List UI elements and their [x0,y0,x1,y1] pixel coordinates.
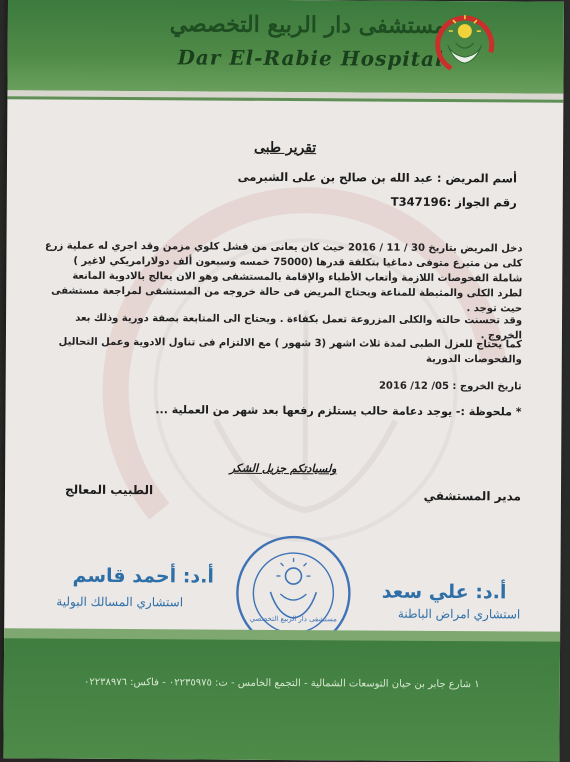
footer-band [3,638,560,761]
report-page [3,0,564,762]
report-paragraph-condition: وقد تحسنت حالته والكلى المزروعة تعمل بكفاءة . ويحتاج الى المتابعة بصفة دورية وذلك بعد الخروج . [44,311,522,344]
urology-consultant-title: استشاري المسالك البولية [56,595,183,610]
patient-name-line: أسم المريض : عبد الله بن صالح بن على الشبرمى [47,169,517,186]
hospital-name-english: Dar El-Rabie Hospital [177,45,443,71]
note-line: * ملحوظة :- يوجد دعامة حالب يستلزم رفعها بعد شهر من العملية ... [43,403,521,419]
report-title: تقرير طبى [7,138,563,157]
passport-number-line: رقم الجواز :T347196 [47,193,517,210]
urology-consultant-name: أ.د: أحمد قاسم [72,565,214,588]
hospital-logo-icon [433,11,495,83]
internal-medicine-consultant-title: استشاري امراض الباطنة [398,607,520,622]
discharge-date-line: تاريخ الخروج : 05/ 12/ 2016 [44,377,522,395]
hospital-director-label: مدير المستشفي [424,489,521,504]
internal-medicine-consultant-name: أ.د: علي سعد [382,581,507,604]
seal-text: مستشفى دار الربيع التخصصي [248,615,338,624]
footer-address: ١ شارع جابر بن حيان التوسعات الشمالية - التجمع الخامس - ت: ٠٢٢٣٥٩٧٥ - فاكس: ٠٢٢٣٨٩٧٦ [24,676,540,690]
treating-physician-label: الطبيب المعالج [65,483,153,498]
report-paragraph-admission: دخل المريض بتاريخ 30 / 11 / 2016 حيث كان يعانى من فشل كلوي مزمن وقد اجري له عملية زرع كلى من متبرع متوفى دماغيا بتكلفة قدرها (75000 خمسه وسبعون ألف دولارامريكي لاغير ) شاملة الفحوصات اللازمة وأتعاب الأطباء والإقامة بالمستشفى وهو الان يعالج بالادوية المانعة لطرد الكلى والمثبطة للمناعة ويحتاج المريض فى حالة خروجه من المستشفى لمراجعة مستشفى حيث توجد . [44,239,522,317]
hospital-name-arabic: مستشفى دار الربيع التخصصي [170,11,446,39]
report-paragraph-isolation: كما يحتاج للعزل الطبى لمدة ثلاث اشهر (3 شهور ) مع الالتزام فى تناول الادوية وعمل التحاليل والفحوصات الدورية [44,335,522,368]
closing-thanks: ولسيادتكم جزيل الشكر [5,460,561,476]
